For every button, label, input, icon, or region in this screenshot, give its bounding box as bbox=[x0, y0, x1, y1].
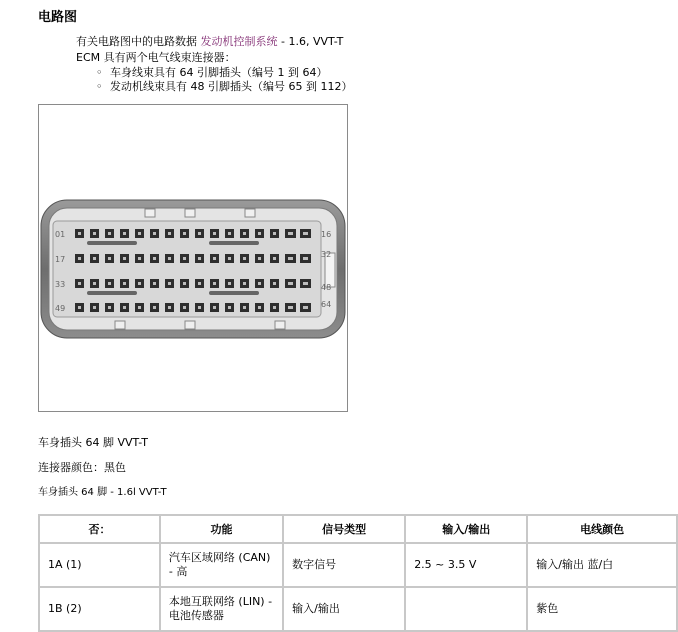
connector-pin-hole bbox=[303, 232, 308, 235]
intro-text bbox=[76, 34, 343, 66]
row-label-left: 33 bbox=[55, 280, 66, 289]
cell-io bbox=[405, 587, 527, 631]
connector-pin-hole bbox=[303, 306, 308, 309]
connector-list bbox=[96, 66, 352, 94]
row-label-left: 49 bbox=[55, 304, 66, 313]
connector-pin-hole bbox=[123, 306, 126, 309]
cell-io: 2.5 ~ 3.5 V bbox=[405, 543, 527, 587]
connector-pin-hole bbox=[78, 282, 81, 285]
connector-pin-hole bbox=[93, 306, 96, 309]
connector-pin-hole bbox=[78, 257, 81, 260]
connector-pin-hole bbox=[273, 257, 276, 260]
connector-figure bbox=[38, 104, 348, 412]
engine-control-system-link[interactable]: 发动机控制系统 bbox=[200, 35, 278, 48]
connector-pin-hole bbox=[228, 306, 231, 309]
connector-pin-hole bbox=[153, 306, 156, 309]
connector-pin-hole bbox=[198, 232, 201, 235]
row-label-left: 01 bbox=[55, 230, 66, 239]
connector-pin-hole bbox=[198, 282, 201, 285]
connector-pin-hole bbox=[243, 282, 246, 285]
connector-pin-hole bbox=[108, 257, 111, 260]
connector-pin-hole bbox=[288, 257, 293, 260]
connector-pin-hole bbox=[138, 306, 141, 309]
intro-line-2: ECM 具有两个电气线束连接器： bbox=[76, 51, 236, 64]
table-row bbox=[39, 543, 677, 587]
intro-line-1 bbox=[76, 34, 343, 50]
connector-pin-hole bbox=[213, 282, 216, 285]
connector-pin-hole bbox=[213, 232, 216, 235]
connector-pin-hole bbox=[138, 282, 141, 285]
connector-pin-hole bbox=[243, 306, 246, 309]
connector-pin-hole bbox=[213, 257, 216, 260]
pinout-table bbox=[38, 514, 678, 632]
cell-wire-color: 紫色 bbox=[527, 587, 677, 631]
row-label-left: 17 bbox=[55, 255, 66, 264]
connector-pin-hole bbox=[198, 257, 201, 260]
connector-pin-hole bbox=[258, 232, 261, 235]
connector-pin-hole bbox=[153, 282, 156, 285]
plug-caption: 车身插头 64 脚 VVT-T bbox=[38, 436, 148, 449]
connector-pin-hole bbox=[273, 232, 276, 235]
connector-pin-hole bbox=[228, 282, 231, 285]
connector-pin-hole bbox=[108, 282, 111, 285]
connector-pin-hole bbox=[168, 282, 171, 285]
connector-pin-hole bbox=[123, 282, 126, 285]
connector-pin-hole bbox=[258, 257, 261, 260]
connector-pin-hole bbox=[123, 257, 126, 260]
connector-pin-hole bbox=[183, 282, 186, 285]
list-item: ◦ 车身线束具有 64 引脚插头（编号 1 到 64） bbox=[96, 66, 352, 80]
connector-color-caption: 连接器颜色：黑色 bbox=[38, 461, 126, 474]
connector-pin-hole bbox=[108, 306, 111, 309]
cell-function: 本地互联网络 (LIN) - 电池传感器 bbox=[160, 587, 283, 631]
cell-signal-type: 输入/输出 bbox=[283, 587, 405, 631]
connector-pin-hole bbox=[183, 257, 186, 260]
table-header-row bbox=[39, 515, 677, 543]
row-label-right: 32 bbox=[321, 250, 332, 259]
connector-pin-hole bbox=[303, 257, 308, 260]
intro-line-1-prefix: 有关电路图中的电路数据 bbox=[76, 35, 201, 48]
connector-pin-hole bbox=[303, 282, 308, 285]
cell-signal-type: 数字信号 bbox=[283, 543, 405, 587]
cell-wire-color: 输入/输出 蓝/白 bbox=[527, 543, 677, 587]
connector-pin-hole bbox=[228, 232, 231, 235]
connector-pin-hole bbox=[168, 232, 171, 235]
cell-no: 1B (2) bbox=[39, 587, 160, 631]
table-row bbox=[39, 587, 677, 631]
page-title: 电路图 bbox=[38, 10, 78, 25]
header-io: 输入/输出 bbox=[405, 515, 527, 543]
header-wire-color: 电线颜色 bbox=[527, 515, 677, 543]
connector-pin-hole bbox=[108, 232, 111, 235]
connector-pin-hole bbox=[153, 232, 156, 235]
connector-pin-hole bbox=[168, 306, 171, 309]
connector-pin-hole bbox=[288, 282, 293, 285]
connector-diagram bbox=[39, 105, 347, 411]
connector-pin-hole bbox=[243, 257, 246, 260]
connector-pin-hole bbox=[273, 306, 276, 309]
connector-pin-hole bbox=[93, 232, 96, 235]
connector-pin-hole bbox=[138, 257, 141, 260]
connector-pin-hole bbox=[123, 232, 126, 235]
connector-pin-hole bbox=[183, 232, 186, 235]
connector-pin-hole bbox=[258, 306, 261, 309]
header-signal-type: 信号类型 bbox=[283, 515, 405, 543]
list-item: ◦ 发动机线束具有 48 引脚插头（编号 65 到 112） bbox=[96, 80, 352, 94]
connector-pin-hole bbox=[228, 257, 231, 260]
row-label-right: 64 bbox=[321, 300, 332, 309]
row-label-right: 48 bbox=[321, 283, 332, 292]
table-title: 车身插头 64 脚 - 1.6l VVT-T bbox=[38, 487, 167, 498]
connector-pin-hole bbox=[213, 306, 216, 309]
connector-pin-hole bbox=[78, 232, 81, 235]
connector-pin-hole bbox=[153, 257, 156, 260]
connector-pin-hole bbox=[198, 306, 201, 309]
connector-pin-hole bbox=[93, 282, 96, 285]
header-no: 否： bbox=[39, 515, 160, 543]
intro-line-1-suffix: - 1.6, VVT-T bbox=[277, 35, 344, 48]
connector-pin-hole bbox=[288, 306, 293, 309]
cell-function: 汽车区域网络 (CAN) - 高 bbox=[160, 543, 283, 587]
connector-pin-hole bbox=[243, 232, 246, 235]
connector-pin-hole bbox=[138, 232, 141, 235]
connector-pin-hole bbox=[258, 282, 261, 285]
connector-pin-hole bbox=[93, 257, 96, 260]
connector-pin-hole bbox=[183, 306, 186, 309]
connector-pin-hole bbox=[78, 306, 81, 309]
connector-pin-hole bbox=[168, 257, 171, 260]
row-label-right: 16 bbox=[321, 230, 332, 239]
connector-pin-hole bbox=[273, 282, 276, 285]
header-function: 功能 bbox=[160, 515, 283, 543]
cell-no: 1A (1) bbox=[39, 543, 160, 587]
connector-pin-hole bbox=[288, 232, 293, 235]
